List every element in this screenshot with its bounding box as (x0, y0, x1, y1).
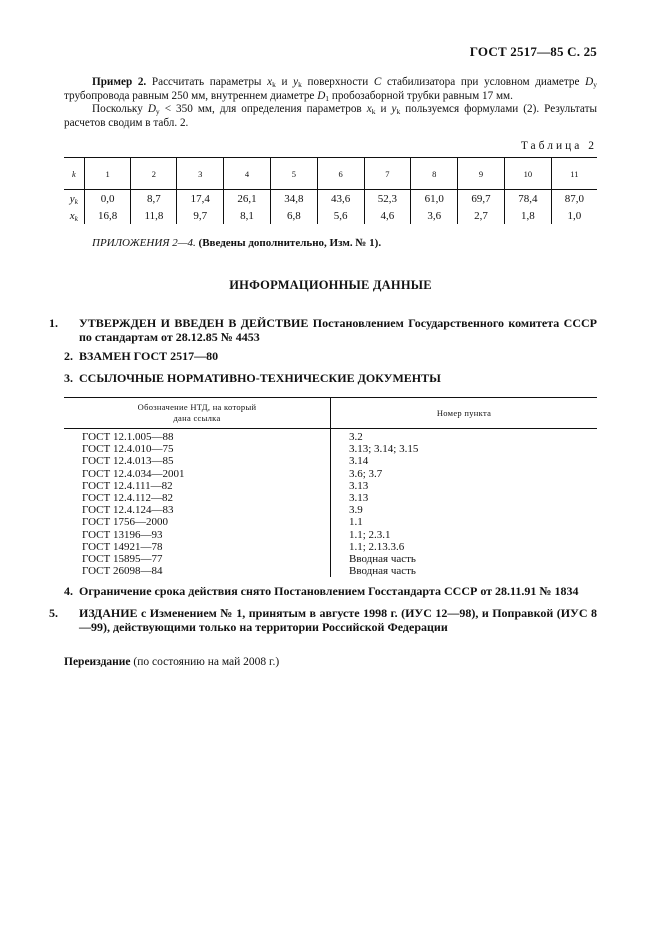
ref-doc-cell: ГОСТ 15895—77 (82, 553, 163, 566)
ref-table-row (64, 529, 597, 541)
table2-header-cell: 5 (270, 158, 317, 190)
table2-cell: 43,6 (317, 190, 364, 208)
table2-header-cell: k (64, 158, 84, 190)
section-1: 1. УТВЕРЖДЕН И ВВЕДЕН В ДЕЙСТВИЕ Постановлением Государственного комитета СССР по стандартам от 28.12.85 № 4453 (49, 316, 597, 344)
ref-doc-cell: ГОСТ 26098—84 (82, 565, 163, 578)
table2-cell: 1,8 (504, 207, 551, 224)
table2-cell: 6,8 (270, 207, 317, 224)
ref-clause-cell: 3.13; 3.14; 3.15 (331, 443, 598, 455)
table2-cell: 34,8 (270, 190, 317, 208)
ref-table-row (64, 468, 597, 480)
table2-header-cell: 3 (177, 158, 224, 190)
ref-col1-header: Обозначение НТД, на который дана ссылка (64, 398, 331, 429)
table2-cell: 3,6 (411, 207, 458, 224)
table2-header-cell: 9 (458, 158, 505, 190)
reissue-note: Переиздание (по состоянию на май 2008 г.) (64, 656, 280, 668)
table2-cell: 69,7 (458, 190, 505, 208)
table2-cell: 4,6 (364, 207, 411, 224)
section-2: 2. ВЗАМЕН ГОСТ 2517—80 (64, 349, 219, 363)
ref-table-row (64, 541, 597, 553)
table2-cell: 16,8 (84, 207, 131, 224)
ref-table-row (64, 553, 597, 565)
ref-table-row (64, 480, 597, 492)
ref-table-row (64, 429, 597, 444)
table2-header-cell: 10 (504, 158, 551, 190)
table2-cell: 5,6 (317, 207, 364, 224)
ref-doc-cell: ГОСТ 14921—78 (82, 540, 163, 553)
table2-header-cell: 7 (364, 158, 411, 190)
table2-row (64, 207, 597, 224)
ref-doc-cell: ГОСТ 12.4.111—82 (82, 479, 173, 492)
ref-doc-cell: ГОСТ 12.4.013—85 (82, 455, 174, 468)
table2-cell: 11,8 (131, 207, 177, 224)
ref-table-row (64, 492, 597, 504)
appendix-note: ПРИЛОЖЕНИЯ 2—4. (Введены дополнительно, Изм. № 1). (92, 237, 382, 249)
table2-cell: 52,3 (364, 190, 411, 208)
table2-caption: Таблица 2 (520, 140, 597, 152)
table2-header-row (64, 158, 597, 190)
example-line-3: Поскольку $D_y < 350$ мм, для определения параметров $x_k$ и $y_k$ пользуемся формулами (2). Результаты расчетов сводим в табл. 2. (64, 103, 597, 129)
table2-cell: 87,0 (551, 190, 597, 208)
info-title: ИНФОРМАЦИОННЫЕ ДАННЫЕ (229, 278, 432, 292)
table2-cell: 61,0 (411, 190, 458, 208)
table2-header-cell: 11 (551, 158, 597, 190)
example-line-1: Пример 2. Рассчитать параметры $x_k$ и $y_k$ поверхности C стабилизатора при условном диаметре $D_y$ трубопровода равным 250 мм, внутреннем диаметре $D_1$ пробозаборной трубки равным 17 мм. (64, 76, 597, 103)
table2-header-cell: 6 (317, 158, 364, 190)
ref-clause-cell: 3.9 (331, 504, 598, 516)
section-3: 3. ССЫЛОЧНЫЕ НОРМАТИВНО-ТЕХНИЧЕСКИЕ ДОКУМЕНТЫ (64, 371, 441, 385)
ref-clause-cell: 3.2 (331, 429, 598, 444)
table2-cell: 1,0 (551, 207, 597, 224)
ref-clause-cell: 3.13 (331, 492, 598, 504)
ref-clause-cell: 1.1 (331, 516, 598, 528)
table2-cell: 78,4 (504, 190, 551, 208)
ref-table-row (64, 516, 597, 528)
example-paragraph (64, 76, 597, 130)
table2-header-cell: 2 (131, 158, 177, 190)
ref-doc-cell: ГОСТ 12.4.010—75 (82, 443, 174, 456)
ref-table-row (64, 504, 597, 516)
table2-cell: 9,7 (177, 207, 224, 224)
ref-clause-cell: Вводная часть (331, 565, 598, 577)
ref-doc-cell: ГОСТ 12.1.005—88 (82, 431, 174, 443)
table2-cell: 17,4 (177, 190, 224, 208)
table2-header-cell: 4 (224, 158, 271, 190)
ref-table-row (64, 455, 597, 467)
table2-cell: 0,0 (84, 190, 131, 208)
table2-header-cell: 8 (411, 158, 458, 190)
table2-cell: 26,1 (224, 190, 271, 208)
ref-doc-cell: ГОСТ 13196—93 (82, 528, 163, 541)
reference-table (64, 397, 597, 577)
table2-cell: 8,1 (224, 207, 271, 224)
ref-clause-cell: Вводная часть (331, 553, 598, 565)
table2-cell: 8,7 (131, 190, 177, 208)
table2-cell: 2,7 (458, 207, 505, 224)
ref-clause-cell: 3.13 (331, 480, 598, 492)
page-header: ГОСТ 2517—85 С. 25 (469, 44, 597, 59)
ref-doc-cell: ГОСТ 12.4.124—83 (82, 504, 174, 517)
ref-clause-cell: 1.1; 2.3.1 (331, 529, 598, 541)
ref-doc-cell: ГОСТ 12.4.112—82 (82, 492, 174, 505)
table-2 (64, 157, 597, 224)
ref-doc-cell: ГОСТ 1756—2000 (82, 516, 168, 529)
table2-row-label: $x_k$ (69, 209, 78, 223)
table2-row-label: $y_k$ (69, 192, 78, 206)
section-5: 5. ИЗДАНИЕ с Изменением № 1, принятым в августе 1998 г. (ИУС 12—98), и Поправкой (ИУС 8—99), действующими только на территории Российской Федерации (49, 606, 597, 634)
ref-col2-header: Номер пункта (331, 398, 598, 429)
section-4: 4. Ограничение срока действия снято Постановлением Госстандарта СССР от 28.11.91 № 1834 (64, 584, 579, 598)
table2-row (64, 190, 597, 208)
table2-header-cell: 1 (84, 158, 131, 190)
ref-table-row (64, 565, 597, 577)
ref-clause-cell: 1.1; 2.13.3.6 (331, 541, 598, 553)
ref-doc-cell: ГОСТ 12.4.034—2001 (82, 467, 185, 480)
ref-table-row (64, 443, 597, 455)
ref-clause-cell: 3.14 (331, 455, 598, 467)
ref-clause-cell: 3.6; 3.7 (331, 468, 598, 480)
